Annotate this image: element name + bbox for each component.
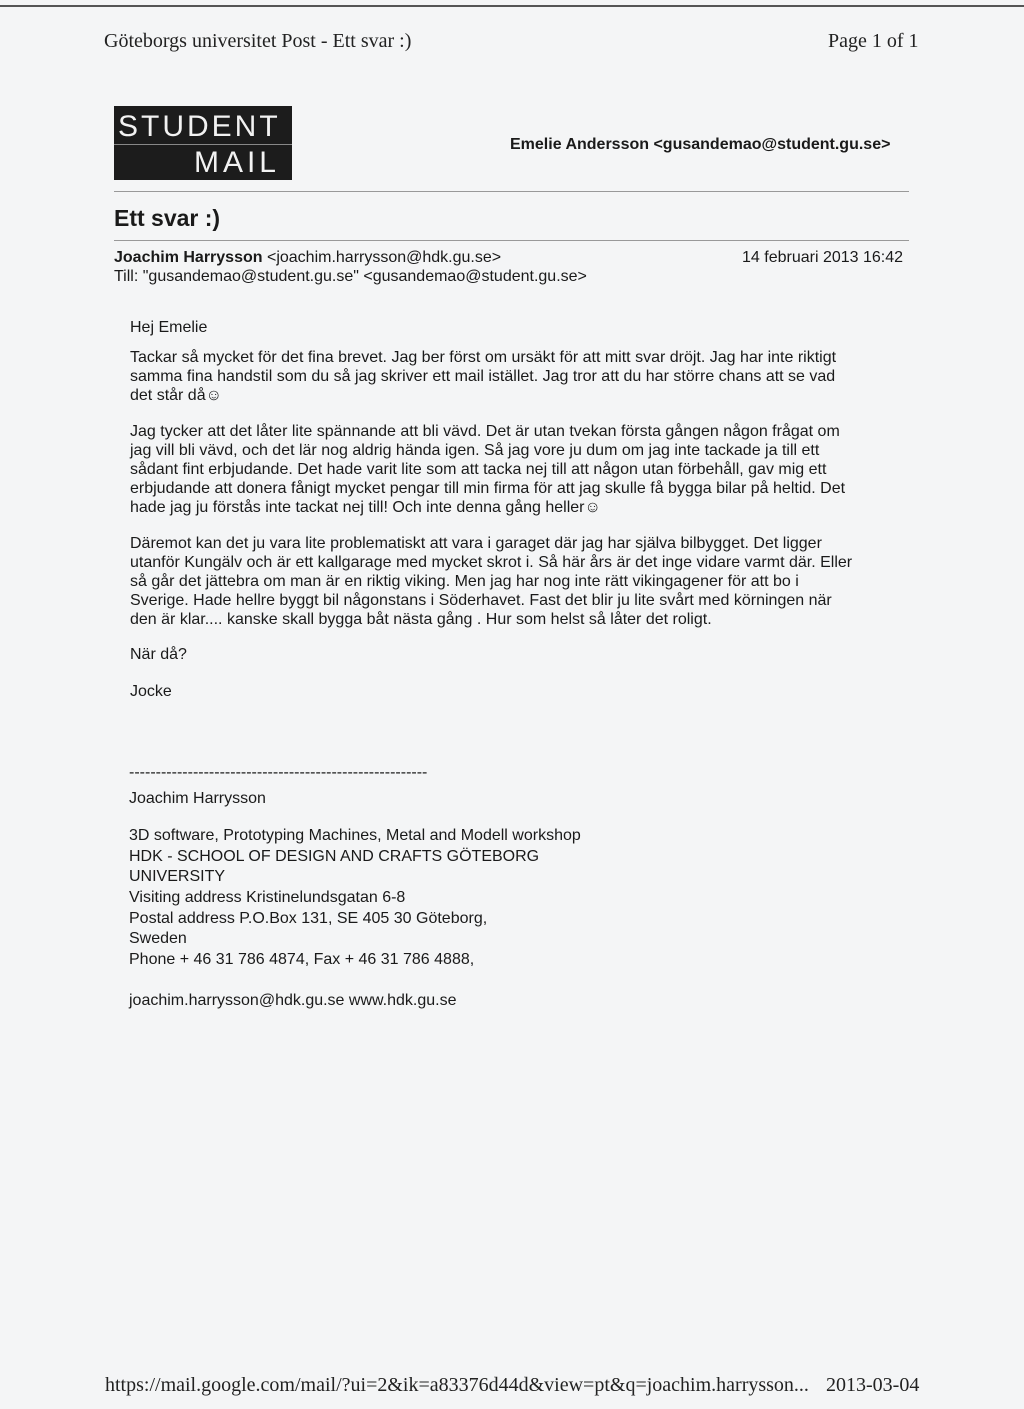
signature-contact: joachim.harrysson@hdk.gu.se www.hdk.gu.se	[129, 992, 457, 1010]
recipient-line: Till: "gusandemao@student.gu.se" <gusandemao@student.gu.se>	[114, 268, 587, 285]
logo-line-2: MAIL	[193, 146, 280, 179]
signature-line: Visiting address Kristinelundsgatan 6-8	[129, 888, 406, 906]
body-line: utanför Kungälv och är ett kallgarage med mycket skrot i. Så här års är det inge vidare varmt där. Eller	[130, 554, 853, 571]
email-subject: Ett svar :)	[114, 205, 221, 231]
account-identity: Emelie Andersson <gusandemao@student.gu.se>	[510, 136, 891, 153]
print-footer-url: https://mail.google.com/mail/?ui=2&ik=a83376d44d&view=pt&q=joachim.harrysson...	[105, 1374, 809, 1396]
signature-line: Postal address P.O.Box 131, SE 405 30 Göteborg,	[129, 909, 488, 927]
page-top-rule	[0, 5, 1024, 7]
body-line: erbjudande att donera fånigt mycket pengar till min firma för att jag skulle få bygga bilar på heltid. Det	[130, 480, 846, 497]
email-signature	[129, 763, 829, 1012]
sender-email: <joachim.harrysson@hdk.gu.se>	[266, 249, 502, 266]
body-line: jag vill bli vävd, och det lär nog aldrig hända igen. Så jag vore ju dum om jag inte tackade ja till ett	[130, 442, 820, 459]
paragraph-3	[130, 534, 900, 629]
question: När då?	[130, 646, 187, 663]
signature-line: UNIVERSITY	[129, 868, 226, 886]
body-line: den är klar.... kanske skall bygga båt nästa gång . Hur som helst så låter det roligt.	[130, 611, 712, 628]
body-line: hade jag ju förstås inte tackat nej till! Och inte denna gång heller☺	[130, 499, 601, 516]
body-line: det står då☺	[130, 387, 222, 404]
body-line: Tackar så mycket för det fina brevet. Jag ber först om ursäkt för att mitt svar dröjt. Jag har inte riktigt	[130, 349, 837, 366]
signature-name: Joachim Harrysson	[129, 789, 266, 807]
subject-divider	[114, 240, 909, 241]
header-divider	[114, 191, 909, 192]
signature-divider: --------------------------------------------------------	[129, 764, 428, 781]
body-line: samma fina handstil som du så jag skriver ett mail istället. Jag tror att du har större chans att se vad	[130, 368, 836, 385]
signature-line: 3D software, Prototyping Machines, Metal and Modell workshop	[129, 827, 581, 845]
body-line: sådant fint erbjudande. Det hade varit lite som att tacka nej till att någon utan förbehåll, gav mig ett	[130, 461, 827, 478]
paragraph-2	[130, 422, 900, 517]
print-footer-date: 2013-03-04	[826, 1374, 920, 1396]
body-line: Sverige. Hade hellre byggt bil någonstans i Söderhavet. Fast det blir ju lite svårt med körningen när	[130, 592, 832, 609]
student-mail-logo	[114, 106, 292, 180]
message-date: 14 februari 2013 16:42	[742, 249, 904, 266]
signature-line: Sweden	[129, 930, 187, 948]
message-body	[130, 318, 900, 701]
logo-line-1: STUDENT	[118, 110, 281, 143]
body-line: så går det jättebra om man är en riktig viking. Men jag har nog inte rätt vikingagener för att bo i	[130, 573, 799, 590]
signoff: Jocke	[130, 683, 172, 700]
print-header-page: Page 1 of 1	[828, 30, 919, 52]
paragraph-1	[130, 348, 900, 405]
body-line: Däremot kan det ju vara lite problematiskt att vara i garaget där jag har själva bilbygget. Det ligger	[130, 535, 822, 552]
body-line: Jag tycker att det låter lite spännande att bli vävd. Det är utan tvekan första gången någon frågat om	[130, 423, 840, 440]
signature-line: Phone + 46 31 786 4874, Fax + 46 31 786 4888,	[129, 950, 475, 968]
signature-details	[129, 826, 829, 970]
greeting: Hej Emelie	[130, 319, 208, 336]
sender-line	[114, 249, 501, 267]
signature-line: HDK - SCHOOL OF DESIGN AND CRAFTS GÖTEBORG	[129, 847, 540, 865]
logo-divider	[114, 144, 292, 145]
sender-name: Joachim Harrysson	[114, 249, 263, 266]
print-header-title: Göteborgs universitet Post - Ett svar :)	[104, 30, 412, 52]
